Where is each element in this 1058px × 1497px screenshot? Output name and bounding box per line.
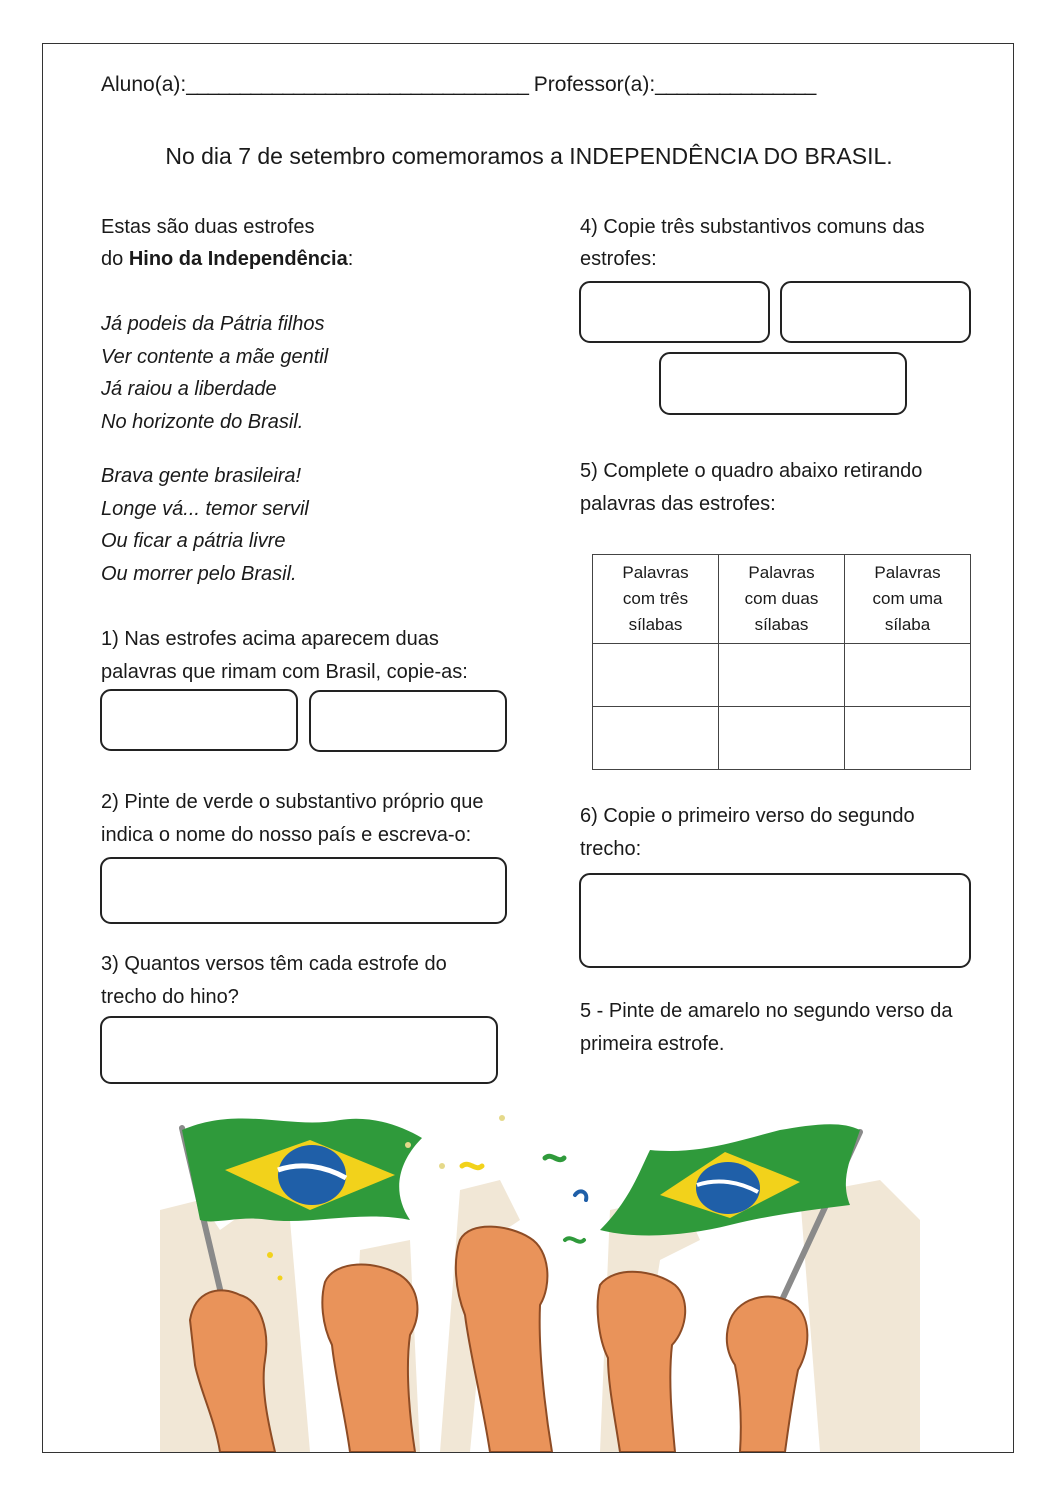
stanza1-verse2: Ver contente a mãe gentil — [101, 346, 329, 368]
table-cell[interactable] — [593, 644, 719, 707]
table-row — [593, 707, 971, 770]
table-row — [593, 644, 971, 707]
table-cell[interactable] — [845, 707, 971, 770]
question-4-line1: 4) Copie três substantivos comuns das — [580, 216, 925, 238]
question-7-line1: 5 - Pinte de amarelo no segundo verso da — [580, 1000, 953, 1022]
question-2-line1: 2) Pinte de verde o substantivo próprio que — [101, 791, 484, 813]
answer-box-q3[interactable] — [100, 1016, 498, 1084]
table-header-one-syllable: Palavras com uma sílaba — [845, 555, 971, 644]
answer-box-q4-a[interactable] — [579, 281, 770, 343]
question-1-line1: 1) Nas estrofes acima aparecem duas — [101, 628, 439, 650]
stanza1-verse1: Já podeis da Pátria filhos — [101, 313, 325, 335]
table-cell[interactable] — [593, 707, 719, 770]
student-name-blank[interactable]: ________________________________ — [186, 73, 528, 96]
stanza2-verse4: Ou morrer pelo Brasil. — [101, 563, 297, 585]
stanza2-verse3: Ou ficar a pátria livre — [101, 530, 286, 552]
table-cell[interactable] — [845, 644, 971, 707]
table-cell[interactable] — [719, 644, 845, 707]
syllable-table — [592, 554, 971, 770]
question-6-line1: 6) Copie o primeiro verso do segundo — [580, 805, 915, 827]
teacher-label: Professor(a): — [533, 73, 656, 96]
answer-box-q1-b[interactable] — [309, 690, 507, 752]
question-6-line2: trecho: — [580, 838, 642, 860]
question-3-line2: trecho do hino? — [101, 986, 239, 1008]
question-2-line2: indica o nome do nosso país e escreva-o: — [101, 824, 472, 846]
question-1-line2: palavras que rimam com Brasil, copie-as: — [101, 661, 468, 683]
intro-sentence: No dia 7 de setembro comemoramos a INDEPENDÊNCIA DO BRASIL. — [165, 143, 893, 169]
table-header-three-syllables: Palavras com três sílabas — [593, 555, 719, 644]
anthem-title: Hino da Independência — [128, 248, 348, 270]
question-5-line1: 5) Complete o quadro abaixo retirando — [580, 460, 923, 482]
poem-intro-line1: Estas são duas estrofes — [101, 216, 315, 238]
stanza2-verse1: Brava gente brasileira! — [101, 465, 302, 487]
stanza1-verse4: No horizonte do Brasil. — [101, 411, 304, 433]
question-4-line2: estrofes: — [580, 248, 657, 270]
question-7-line2: primeira estrofe. — [580, 1033, 725, 1055]
answer-box-q4-c[interactable] — [659, 352, 907, 415]
poem-intro-line2: do Hino da Independência: — [101, 248, 354, 270]
teacher-name-blank[interactable]: _______________ — [655, 73, 816, 96]
answer-box-q6[interactable] — [579, 873, 971, 968]
answer-box-q2[interactable] — [100, 857, 507, 924]
question-3-line1: 3) Quantos versos têm cada estrofe do — [101, 953, 447, 975]
table-cell[interactable] — [719, 707, 845, 770]
answer-box-q4-b[interactable] — [780, 281, 971, 343]
name-fields-line — [101, 68, 815, 101]
table-header-two-syllables: Palavras com duas sílabas — [719, 555, 845, 644]
student-label: Aluno(a): — [101, 73, 187, 96]
stanza1-verse3: Já raiou a liberdade — [101, 378, 277, 400]
question-5-line2: palavras das estrofes: — [580, 493, 776, 515]
answer-box-q1-a[interactable] — [100, 689, 298, 751]
stanza2-verse2: Longe vá... temor servil — [101, 498, 309, 520]
independence-illustration — [160, 1100, 920, 1452]
